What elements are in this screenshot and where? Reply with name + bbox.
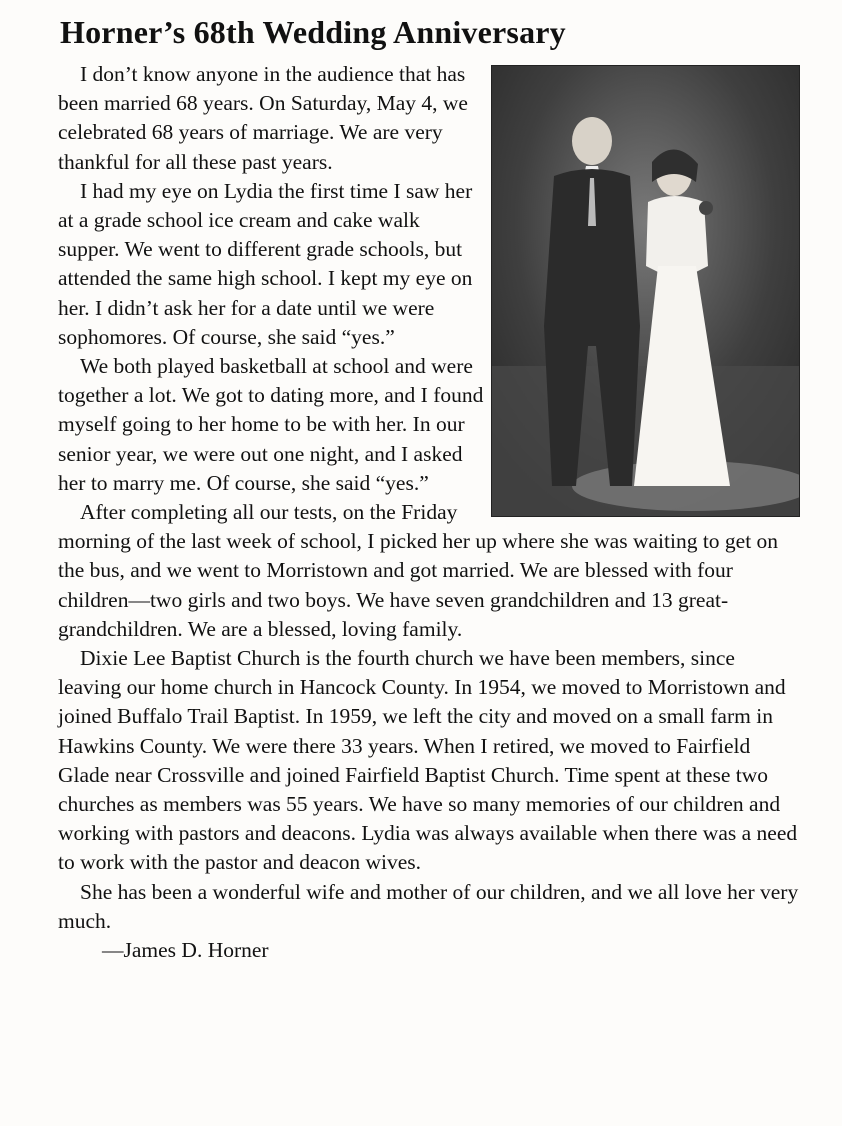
article-title: Horner’s 68th Wedding Anniversary [60,14,566,50]
paragraph: I don’t know anyone in the audience that has been married 68 years. On Saturday, May 4, we celebrated 68 years of marriage. We are very thankful for all these past years. [58,62,468,174]
paragraph: I had my eye on Lydia the first time I saw her at a grade school ice cream and cake walk supper. We went to different grade schools, but attended the same high school. I kept my eye on her. I didn’t ask her for a date until we were sophomores. Of course, she said “yes.” [58,178,473,349]
paragraph: She has been a wonderful wife and mother of our children, and we all love her very much. [58,879,799,933]
paragraph: We both played basketball at school and were together a lot. We got to dating more, and I found myself going to her home to be with her. In our senior year, we were out one night, and I asked her to marry me. Of course, she said “yes.” [58,354,484,495]
photo-spacer [484,60,800,517]
author-signature: —James D. Horner [102,938,269,963]
paragraph: After completing all our tests, on the Friday morning of the last week of school, I picked her up where she was waiting to get on the bus, and we went to Morristown and got married. We are blessed with four children—two girls and two boys. We have seven grandchildren and 13 great-grandchildren. We are a blessed, loving family. [58,500,779,641]
paragraph: Dixie Lee Baptist Church is the fourth church we have been members, since leaving our home church in Hancock County. In 1954, we moved to Morristown and joined Buffalo Trail Baptist. In 1959, we left the city and moved on a small farm in Hawkins County. We were there 33 years. When I retired, we moved to Fairfield Glade near Crossville and joined Fairfield Baptist Church. Time spent at these two churches as members was 55 years. We have so many memories of our children and working with pastors and deacons. Lydia was always available when there was a need to work with the pastor and deacon wives. [58,646,798,875]
article-body [58,60,800,965]
